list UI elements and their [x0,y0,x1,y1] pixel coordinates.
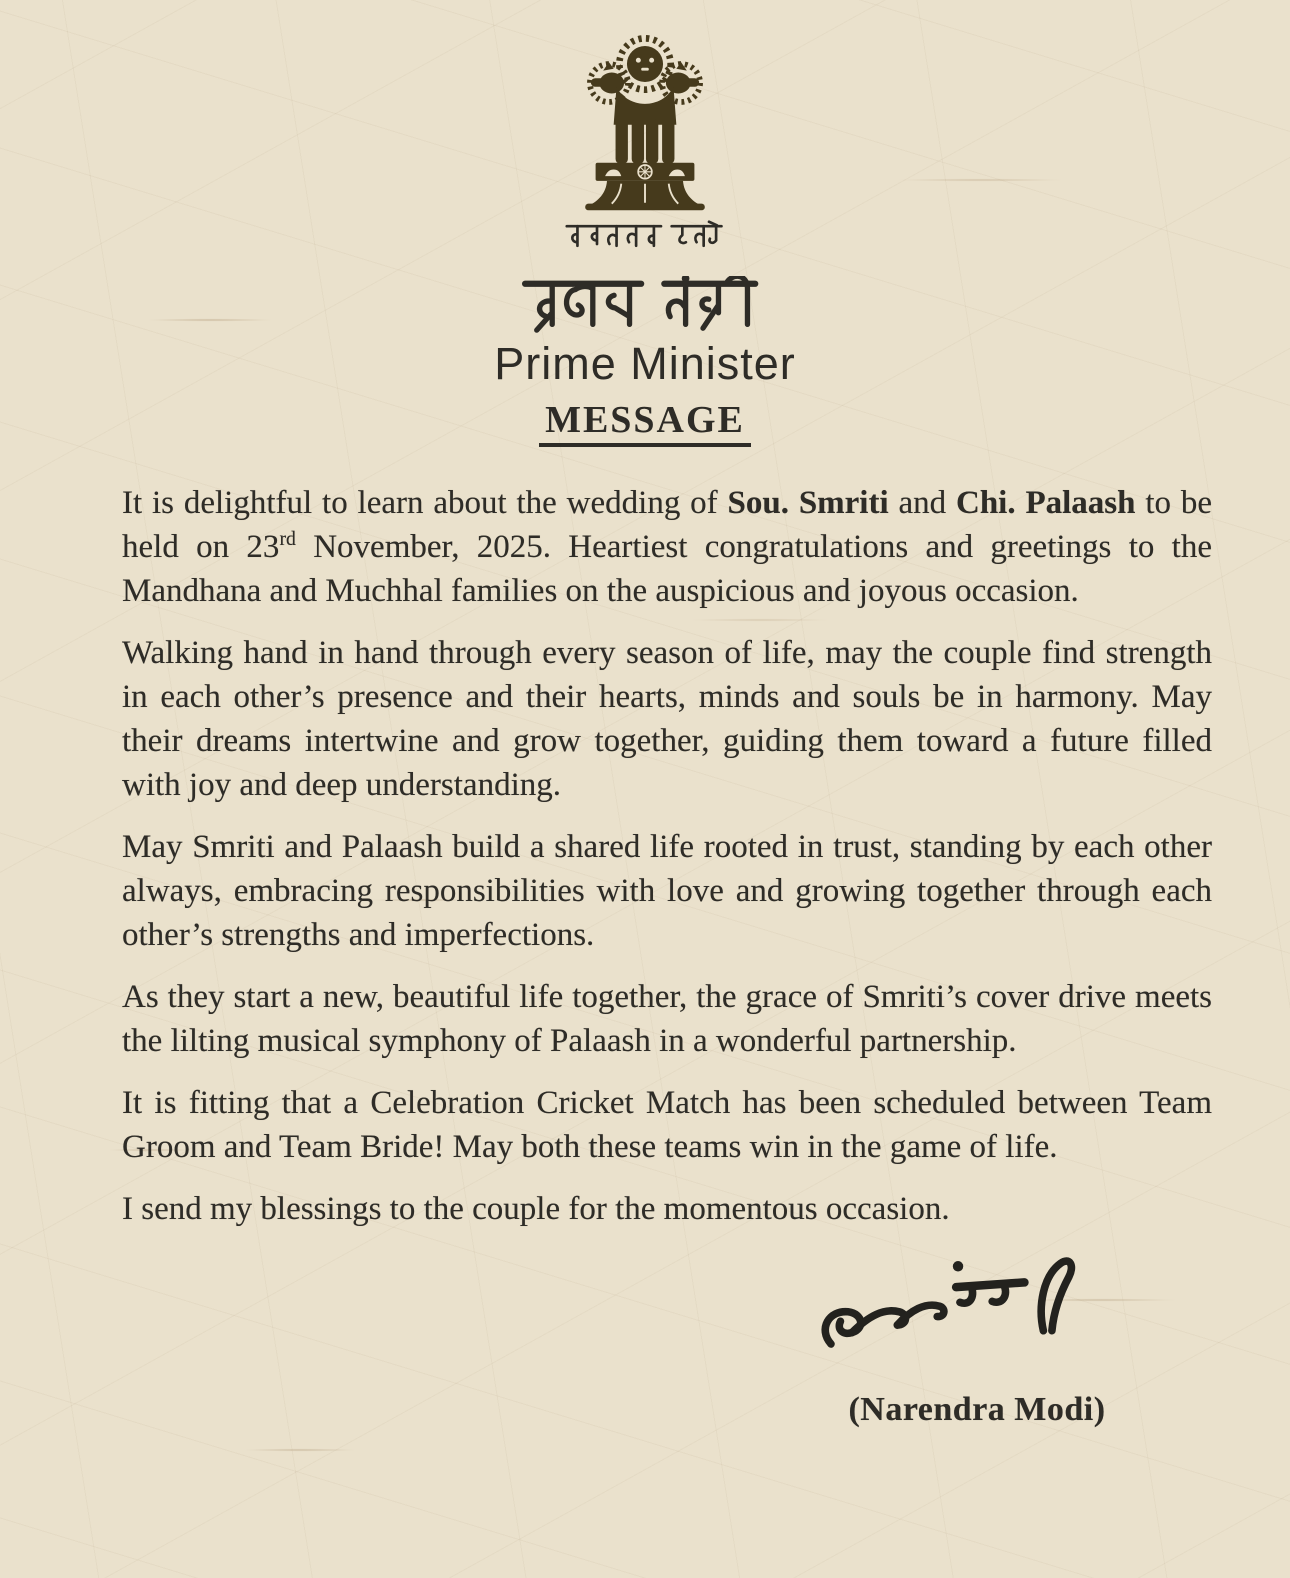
paragraph-5: It is fitting that a Celebration Cricket Match has been scheduled between Team Groom and Team Bride! May both these teams win in the game of life. [122,1084,1212,1165]
paragraph-6: I send my blessings to the couple for the momentous occasion. [122,1190,950,1227]
paragraph-4: As they start a new, beautiful life together, the grace of Smriti’s cover drive meets the lilting musical symphony of Palaash in a wonderful partnership. [122,978,1212,1059]
emblem-of-india-icon [569,26,721,216]
letterhead [0,0,1290,447]
p1-groom-name: Chi. Palaash [956,484,1136,521]
message-heading [0,398,1290,447]
signature-handwritten [812,1253,1142,1381]
p1-rest: November, 2025. Heartiest congratulations and greetings to the Mandhana and Muchhal families on the auspicious and joyous occasion. [122,528,1212,609]
pradhan-mantri-text [519,276,771,334]
title-hindi [0,276,1290,334]
paragraph-3: May Smriti and Palaash build a shared life rooted in trust, standing by each other always, embracing responsibilities with love and growing together through each other’s strengths and imperfections. [122,828,1212,953]
p1-lead: It is delightful to learn about the wedding of [122,484,728,521]
satyameva-jayate-motto [565,220,725,252]
emblem-block [0,0,1290,252]
letter-body [122,481,1212,1231]
signatory-name: (Narendra Modi) [848,1390,1106,1428]
paragraph-2: Walking hand in hand through every season of life, may the couple find strength in each other’s presence and their hearts, minds and souls be in harmony. May their dreams intertwine and grow together, guiding them toward a future filled with joy and deep understanding. [122,634,1212,803]
p1-bride-name: Sou. Smriti [727,484,889,521]
message-heading-text: MESSAGE [539,398,751,447]
signature-block [792,1253,1162,1429]
p1-date-prefix: to be held on 23 [122,484,1212,565]
p1-conjunction: and [888,484,956,521]
paragraph-1 [122,481,1212,613]
p1-ordinal: rd [279,527,296,550]
title-english: Prime Minister [494,338,796,389]
